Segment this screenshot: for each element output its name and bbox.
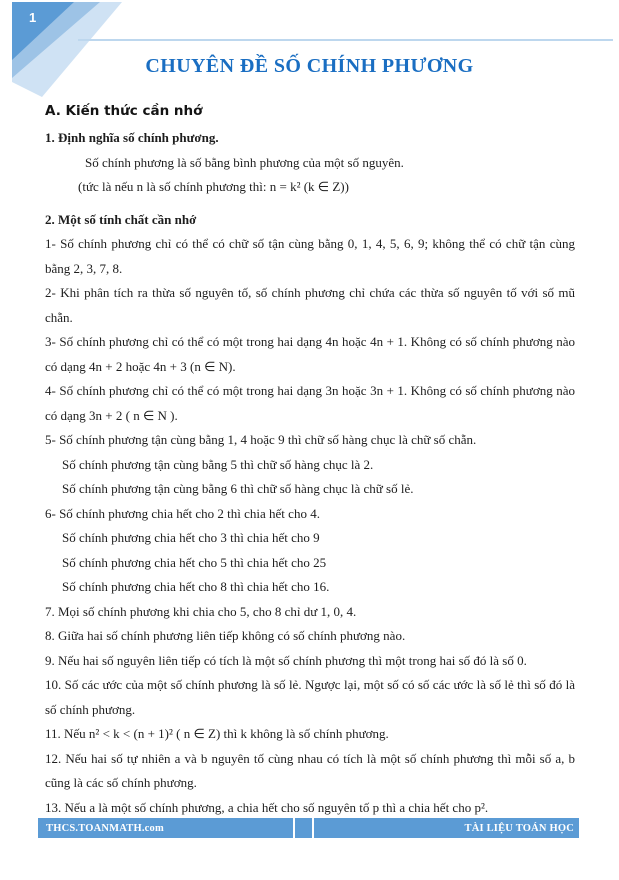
paragraph: 13. Nếu a là một số chính phương, a chia hết cho số nguyên tố p thì a chia hết cho p². — [45, 799, 489, 815]
paragraph: Số chính phương tận cùng bằng 5 thì chữ số hàng chục là 2. — [62, 456, 374, 472]
footer-site-label: THCS.TOANMATH.com — [46, 822, 164, 834]
page-number: 1 — [29, 10, 37, 25]
paragraph: 10. Số các ước của một số chính phương là số lẻ. Ngược lại, một số có số các ước là số lẻ thì số đó là số chính phương. — [45, 677, 575, 717]
footer-spacer-cell — [295, 818, 312, 838]
paragraph: 8. Giữa hai số chính phương liên tiếp không có số chính phương nào. — [45, 628, 406, 643]
paragraph: 11. Nếu n² < k < (n + 1)² ( n ∈ Z) thì k không là số chính phương. — [45, 726, 389, 741]
footer-doc-label: TÀI LIỆU TOÁN HỌC — [464, 822, 574, 834]
document-body — [45, 126, 575, 820]
footer-bar — [38, 818, 579, 838]
page-corner-decoration — [10, 0, 130, 100]
paragraph: 3- Số chính phương chỉ có thể có một trong hai dạng 4n hoặc 4n + 1. Không có số chính phương nào có dạng 4n + 2 hoặc 4n + 3 (n ∈ N). — [45, 334, 575, 374]
paragraph: Số chính phương tận cùng bằng 6 thì chữ số hàng chục là chữ số lẻ. — [62, 481, 414, 496]
paragraph: Số chính phương là số bằng bình phương của một số nguyên. — [85, 154, 404, 170]
paragraph: 2- Khi phân tích ra thừa số nguyên tố, số chính phương chỉ chứa các thừa số nguyên tố với số mũ chẵn. — [45, 285, 575, 325]
paragraph: (tức là nếu n là số chính phương thì: n = k² (k ∈ Z)) — [78, 179, 349, 194]
paragraph: Số chính phương chia hết cho 5 thì chia hết cho 25 — [62, 554, 327, 570]
paragraph: 4- Số chính phương chỉ có thể có một trong hai dạng 3n hoặc 3n + 1. Không có số chính phương nào có dạng 3n + 2 ( n ∈ N ). — [45, 383, 575, 423]
paragraph: 1. Định nghĩa số chính phương. — [45, 130, 219, 145]
footer-right-cell — [314, 818, 579, 838]
paragraph: 12. Nếu hai số tự nhiên a và b nguyên tố cùng nhau có tích là một số chính phương thì mỗi số a, b cũng là các số chính phương. — [45, 750, 575, 790]
paragraph: 9. Nếu hai số nguyên liên tiếp có tích là một số chính phương thì một trong hai số đó là số 0. — [45, 652, 527, 668]
header-rule-divider — [78, 39, 613, 41]
paragraph: Số chính phương chia hết cho 8 thì chia hết cho 16. — [62, 579, 330, 594]
paragraph: 1- Số chính phương chỉ có thể có chữ số tận cùng bằng 0, 1, 4, 5, 6, 9; không thể có chữ tận cùng bằng 2, 3, 7, 8. — [45, 236, 575, 276]
section-a-heading: A. Kiến thức cần nhớ — [45, 103, 203, 119]
paragraph: 5- Số chính phương tận cùng bằng 1, 4 hoặc 9 thì chữ số hàng chục là chữ số chẵn. — [45, 432, 477, 447]
paragraph: 2. Một số tính chất cần nhớ — [45, 211, 197, 227]
footer-left-cell — [38, 818, 293, 838]
paragraph: Số chính phương chia hết cho 3 thì chia hết cho 9 — [62, 530, 320, 545]
paragraph: 7. Mọi số chính phương khi chia cho 5, cho 8 chỉ dư 1, 0, 4. — [45, 603, 357, 619]
paragraph: 6- Số chính phương chia hết cho 2 thì chia hết cho 4. — [45, 505, 320, 521]
page-title: CHUYÊN ĐỀ SỐ CHÍNH PHƯƠNG — [145, 55, 474, 77]
